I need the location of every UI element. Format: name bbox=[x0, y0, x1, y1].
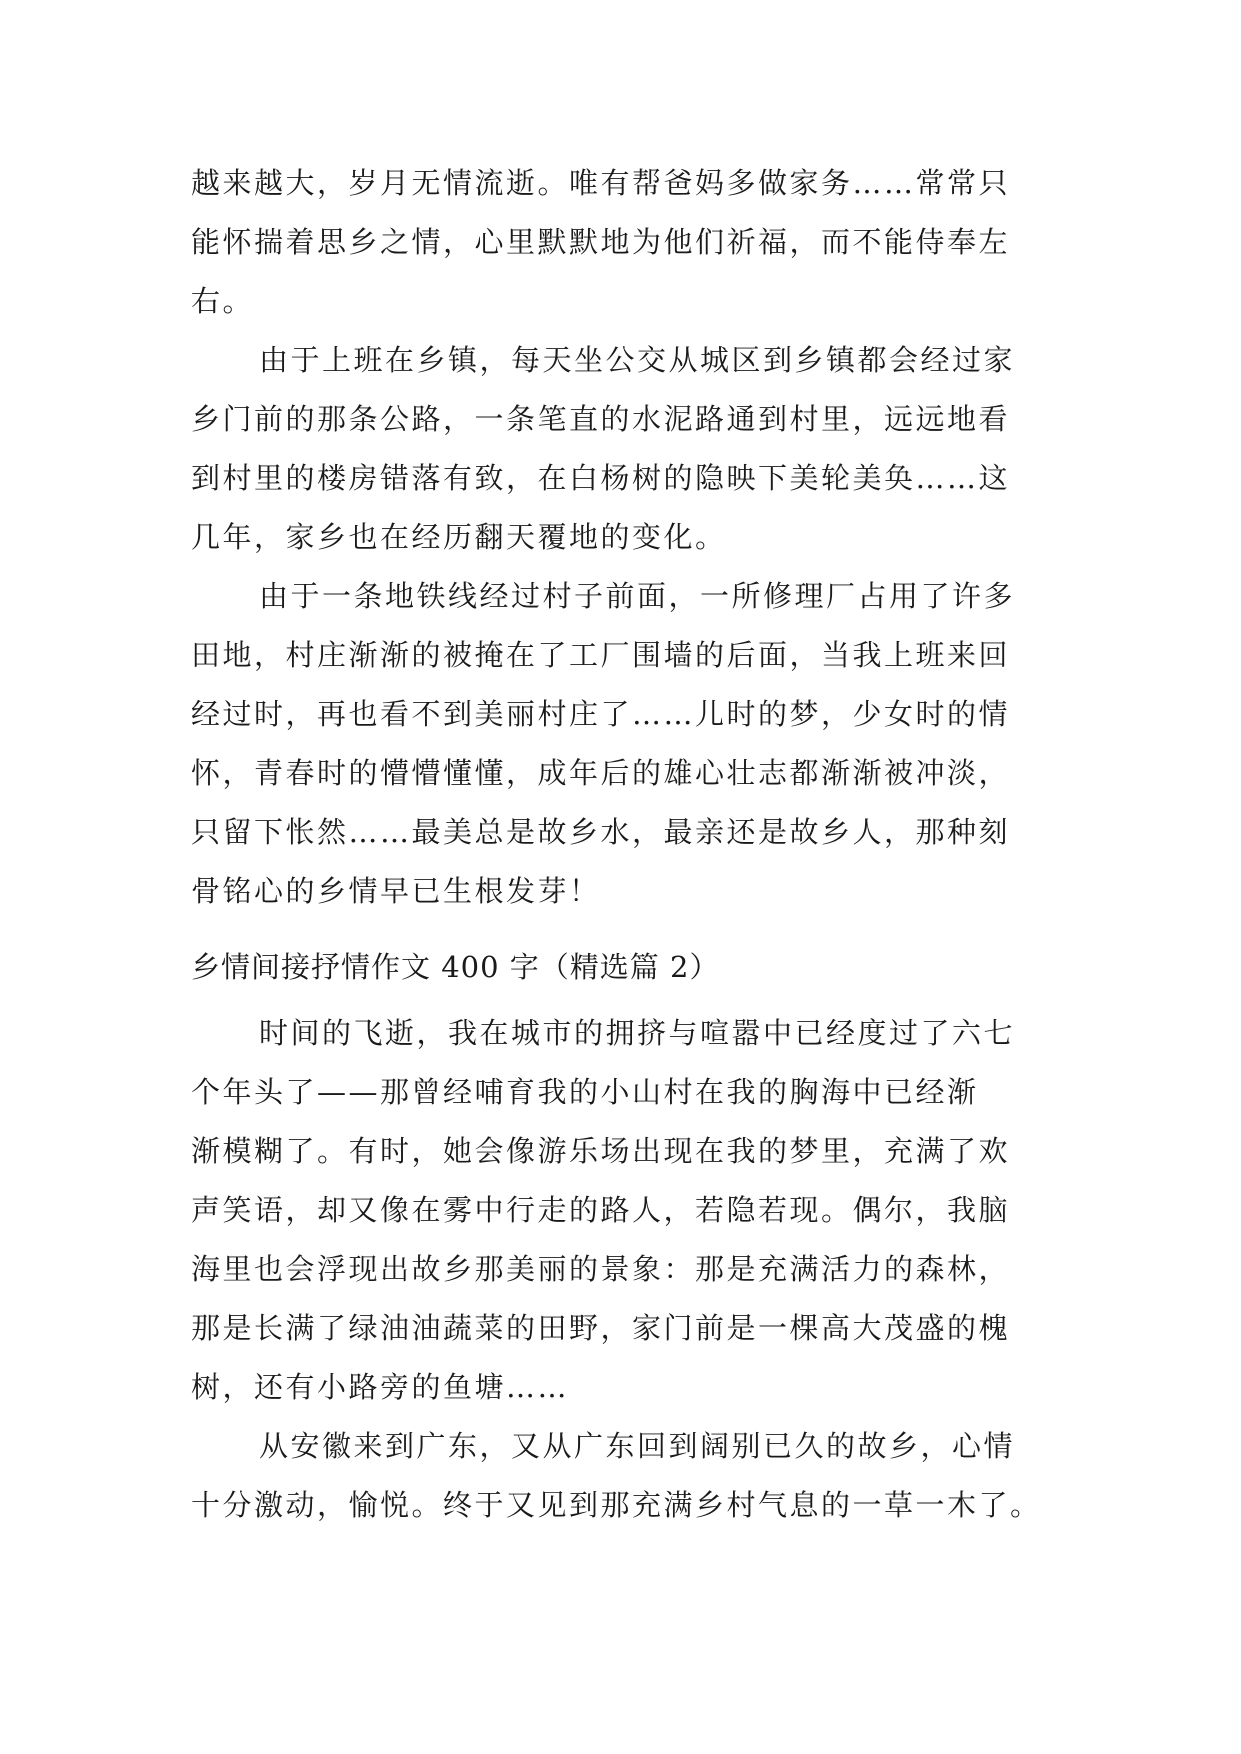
text-line: 由于上班在乡镇，每天坐公交从城区到乡镇都会经过家 bbox=[259, 343, 1016, 377]
text-line: 怀，青春时的懵懵懂懂，成年后的雄心壮志都渐渐被冲淡， bbox=[191, 756, 1011, 790]
paragraph-2 bbox=[191, 331, 1051, 567]
text-line: 几年，家乡也在经历翻天覆地的变化。 bbox=[191, 520, 727, 554]
text-line: 到村里的楼房错落有致，在白杨树的隐映下美轮美奂……这 bbox=[191, 461, 1011, 495]
text-line: 越来越大，岁月无情流逝。唯有帮爸妈多做家务……常常只 bbox=[191, 166, 1011, 200]
text-line: 右。 bbox=[191, 284, 255, 318]
text-line: 乡门前的那条公路，一条笔直的水泥路通到村里，远远地看 bbox=[191, 402, 1011, 436]
text-line: 十分激动，愉悦。终于又见到那充满乡村气息的一草一木了。 bbox=[191, 1488, 1042, 1522]
text-line: 由于一条地铁线经过村子前面，一所修理厂占用了许多 bbox=[259, 579, 1016, 613]
text-line: 经过时，再也看不到美丽村庄了……儿时的梦，少女时的情 bbox=[191, 697, 1011, 731]
text-line: 骨铭心的乡情早已生根发芽！ bbox=[191, 874, 601, 908]
section-heading: 乡情间接抒情作文 400 字（精选篇 2） bbox=[191, 950, 720, 984]
text-line: 时间的飞逝，我在城市的拥挤与喧嚣中已经度过了六七 bbox=[259, 1016, 1016, 1050]
text-line: 声笑语，却又像在雾中行走的路人，若隐若现。偶尔，我脑 bbox=[191, 1193, 1011, 1227]
text-line: 树，还有小路旁的鱼塘…… bbox=[191, 1370, 570, 1404]
text-line: 个年头了——那曾经哺育我的小山村在我的胸海中已经渐 bbox=[191, 1075, 979, 1109]
text-line: 从安徽来到广东，又从广东回到阔别已久的故乡，心情 bbox=[259, 1429, 1016, 1463]
paragraph-3 bbox=[191, 567, 1051, 921]
text-line: 那是长满了绿油油蔬菜的田野，家门前是一棵高大茂盛的槐 bbox=[191, 1311, 1011, 1345]
text-line: 渐模糊了。有时，她会像游乐场出现在我的梦里，充满了欢 bbox=[191, 1134, 1011, 1168]
text-line: 海里也会浮现出故乡那美丽的景象：那是充满活力的森林， bbox=[191, 1252, 1011, 1286]
paragraph-4 bbox=[191, 1004, 1051, 1417]
text-line: 田地，村庄渐渐的被掩在了工厂围墙的后面，当我上班来回 bbox=[191, 638, 1011, 672]
paragraph-5 bbox=[191, 1417, 1051, 1535]
paragraph-1 bbox=[191, 154, 1051, 331]
text-line: 只留下怅然……最美总是故乡水，最亲还是故乡人，那种刻 bbox=[191, 815, 1011, 849]
text-line: 能怀揣着思乡之情，心里默默地为他们祈福，而不能侍奉左 bbox=[191, 225, 1011, 259]
